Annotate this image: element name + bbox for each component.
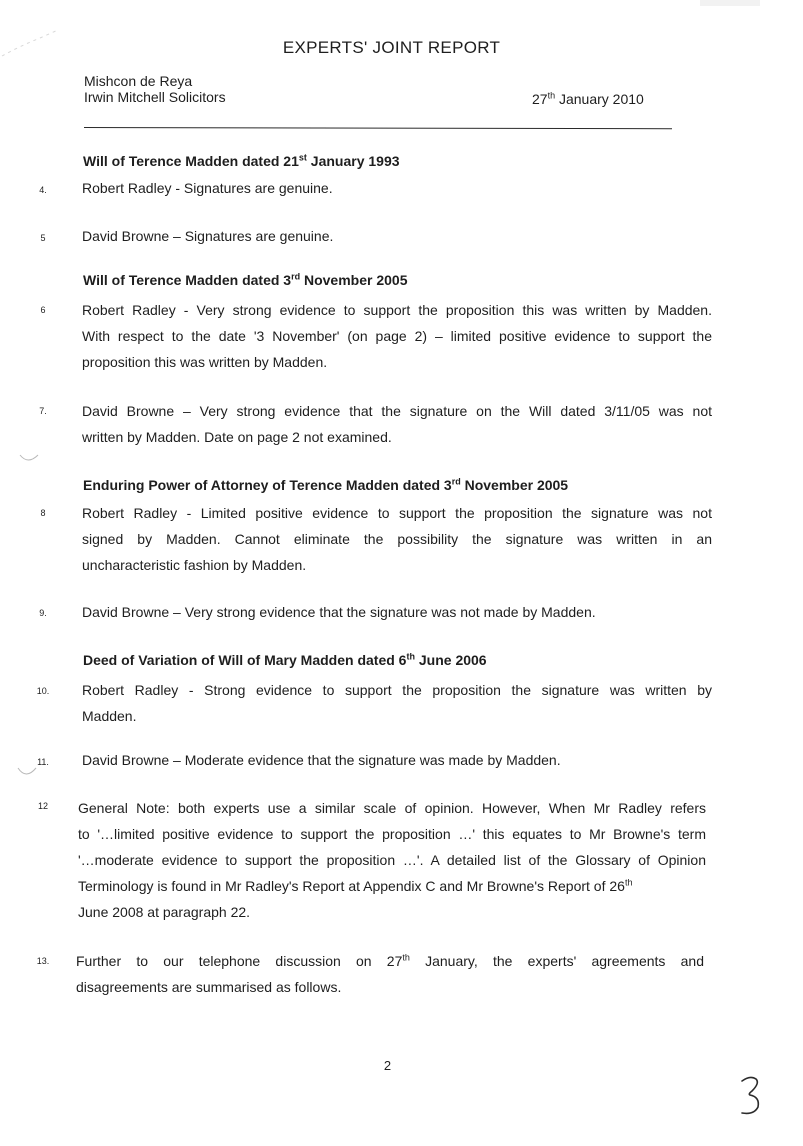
paragraph-number: 5 — [40, 233, 46, 243]
paragraph-number: 7. — [39, 406, 47, 416]
section-heading-will-1993: Will of Terence Madden dated 21st January 1993 — [83, 152, 400, 169]
paragraph-12: General Note: both experts use a similar scale of opinion. However, When Mr Radley refers to '…limited positive evidence to support the proposition …' this equates to Mr Browne's term '…moderate evidence to support the proposition …'. A detailed list of the Glossary of Opinion Terminology is found in Mr Radley's Report at Appendix C and Mr Browne's Report of 26th June 2008 at paragraph 22. — [78, 800, 706, 920]
paragraph-number: 6 — [40, 305, 46, 315]
section-heading-will-2005: Will of Terence Madden dated 3rd November 2005 — [83, 271, 408, 288]
paragraph-7: David Browne – Very strong evidence that the signature on the Will dated 3/11/05 was not written by Madden. Date on page 2 not examined. — [82, 403, 712, 445]
recipient-list — [84, 73, 226, 105]
binder-hole-mark — [16, 760, 38, 780]
paragraph-number: 8 — [40, 508, 46, 518]
paragraph-4: Robert Radley - Signatures are genuine. — [82, 180, 333, 196]
paragraph-13: Further to our telephone discussion on 27th January, the experts' agreements and disagreements are summarised as follows. — [76, 952, 704, 995]
handwritten-page-number — [736, 1073, 766, 1119]
paragraph-number: 12 — [37, 801, 48, 811]
binder-hole-mark — [18, 445, 40, 465]
paragraph-number: 13. — [36, 956, 50, 966]
paragraph-6: Robert Radley - Very strong evidence to support the proposition this was written by Madden. With respect to the date '3 November' (on page 2) – limited positive evidence to support the proposition this was written by Madden. — [82, 302, 712, 370]
paragraph-9: David Browne – Very strong evidence that the signature was not made by Madden. — [82, 604, 596, 620]
paragraph-number: 10. — [36, 686, 50, 696]
section-heading-deed-of-variation: Deed of Variation of Will of Mary Madden dated 6th June 2006 — [83, 651, 487, 668]
report-date: 27th January 2010 — [532, 90, 644, 107]
section-heading-power-of-attorney: Enduring Power of Attorney of Terence Madden dated 3rd November 2005 — [83, 476, 569, 493]
recipient-2: Irwin Mitchell Solicitors — [84, 89, 226, 105]
paragraph-10: Robert Radley - Strong evidence to support the proposition the signature was written by Madden. — [82, 682, 712, 724]
recipient-1: Mishcon de Reya — [84, 73, 193, 89]
paragraph-11: David Browne – Moderate evidence that the signature was made by Madden. — [82, 752, 561, 768]
paragraph-number: 4. — [39, 185, 47, 195]
page-number: 2 — [383, 1058, 392, 1073]
document-title: EXPERTS' JOINT REPORT — [282, 38, 501, 57]
scan-mark — [0, 20, 60, 60]
paragraph-number: 11. — [37, 757, 49, 767]
paragraph-8: Robert Radley - Limited positive evidence to support the proposition the signature was not signed by Madden. Cannot eliminate the possibility the signature was written in an uncharacteristic fashion by Madden. — [82, 505, 712, 573]
paragraph-number: 9. — [39, 608, 47, 618]
paragraph-5: David Browne – Signatures are genuine. — [82, 228, 334, 244]
scan-edge-mark — [700, 0, 760, 6]
header-divider — [84, 127, 672, 129]
